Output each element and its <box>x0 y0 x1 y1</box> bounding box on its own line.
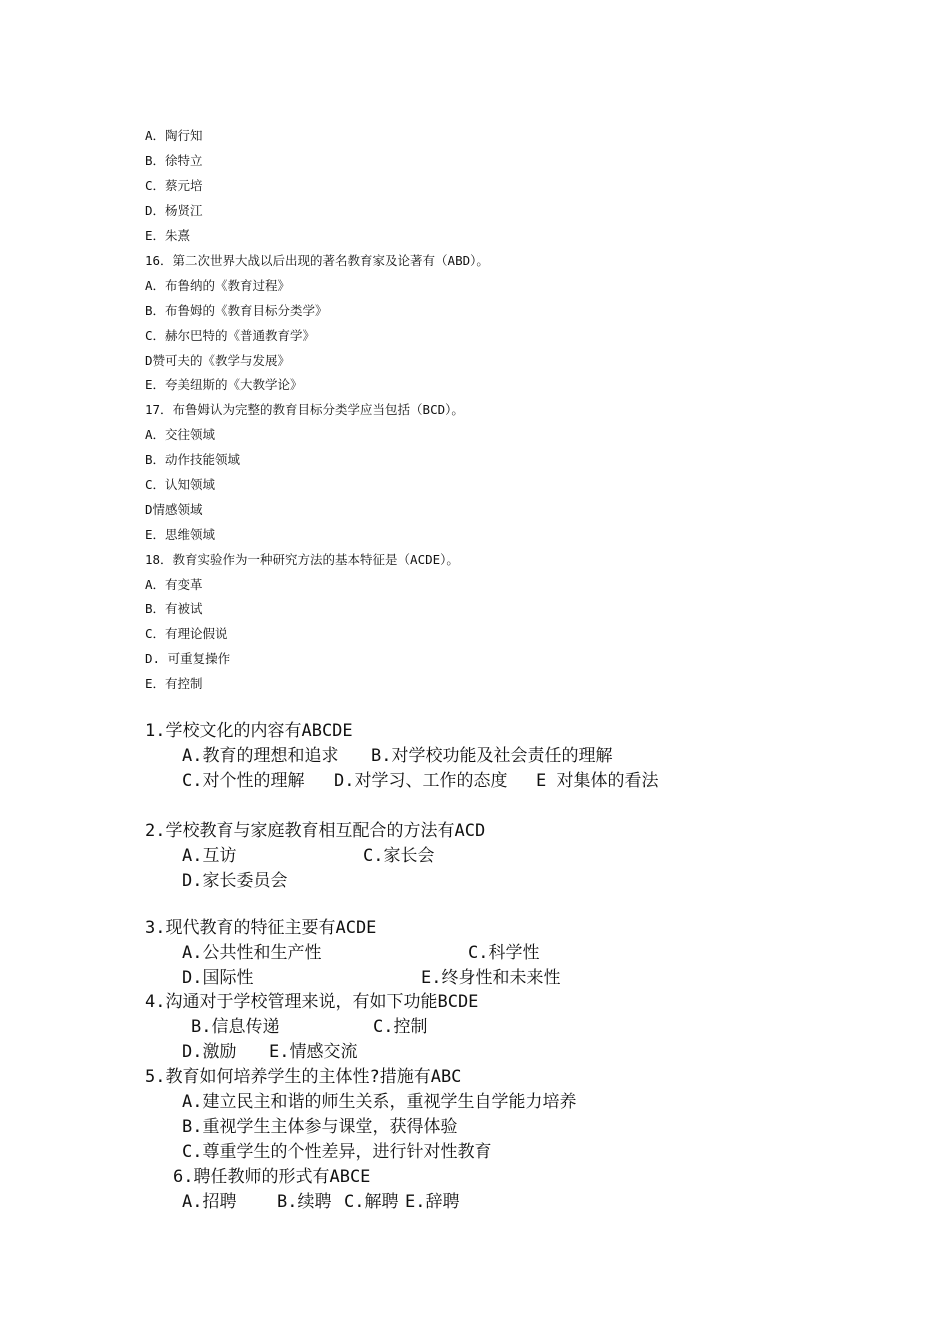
q16-question: 16．第二次世界大战以后出现的著名教育家及论著有（ABD）。 <box>145 253 489 268</box>
q16-option-d: D赞可夫的《教学与发展》 <box>145 353 291 368</box>
q4-option-c: C.控制 <box>373 1017 428 1037</box>
q15-option-b: B．徐特立 <box>145 153 203 168</box>
q17-option-d: D情感领域 <box>145 502 203 517</box>
q3-question: 3.现代教育的特征主要有ACDE <box>145 918 377 938</box>
q15-option-e: E．朱熹 <box>145 228 191 243</box>
q1-option-b: B.对学校功能及社会责任的理解 <box>371 746 613 766</box>
q16-option-c: C．赫尔巴特的《普通教育学》 <box>145 328 316 343</box>
q6-question: 6.聘任教师的形式有ABCE <box>173 1167 371 1187</box>
q2-option-c: C.家长会 <box>363 846 435 866</box>
q15-option-d: D．杨贤江 <box>145 203 203 218</box>
q5-option-c: C.尊重学生的个性差异，进行针对性教育 <box>182 1142 492 1162</box>
q15-option-c: C．蔡元培 <box>145 178 203 193</box>
q3-option-a: A.公共性和生产性 <box>182 943 322 963</box>
q16-option-a: A．布鲁纳的《教育过程》 <box>145 278 291 293</box>
q15-option-a: A．陶行知 <box>145 128 203 143</box>
q18-option-e: E．有控制 <box>145 676 203 691</box>
q17-option-e: E．思维领域 <box>145 527 216 542</box>
q17-option-c: C．认知领域 <box>145 477 216 492</box>
q17-option-b: B．动作技能领域 <box>145 452 241 467</box>
q1-option-a: A.教育的理想和追求 <box>182 746 339 766</box>
q4-option-b: B.信息传递 <box>191 1017 280 1037</box>
q4-question: 4.沟通对于学校管理来说，有如下功能BCDE <box>145 992 479 1012</box>
q17-option-a: A．交往领域 <box>145 427 216 442</box>
q2-question: 2.学校教育与家庭教育相互配合的方法有ACD <box>145 821 486 841</box>
q2-option-a: A.互访 <box>182 846 237 866</box>
q6-option-c: C.解聘 <box>344 1192 399 1212</box>
q17-question: 17．布鲁姆认为完整的教育目标分类学应当包括（BCD）。 <box>145 402 464 417</box>
q1-question: 1.学校文化的内容有ABCDE <box>145 721 353 741</box>
q18-option-b: B．有被试 <box>145 601 203 616</box>
q3-option-d: D.国际性 <box>182 968 254 988</box>
q18-question: 18．教育实验作为一种研究方法的基本特征是（ACDE）。 <box>145 552 459 567</box>
q1-option-e: E 对集体的看法 <box>536 771 659 791</box>
q5-option-a: A.建立民主和谐的师生关系，重视学生自学能力培养 <box>182 1092 577 1112</box>
q16-option-b: B．布鲁姆的《教育目标分类学》 <box>145 303 328 318</box>
q6-option-b: B.续聘 <box>277 1192 332 1212</box>
q4-option-e: E.情感交流 <box>269 1042 358 1062</box>
q3-option-e: E.终身性和未来性 <box>421 968 561 988</box>
q1-option-d: D.对学习、工作的态度 <box>334 771 508 791</box>
q6-option-a: A.招聘 <box>182 1192 237 1212</box>
q5-question: 5.教育如何培养学生的主体性?措施有ABC <box>145 1067 462 1087</box>
q18-option-c: C．有理论假说 <box>145 626 228 641</box>
q18-option-a: A．有变革 <box>145 577 203 592</box>
q1-option-c: C.对个性的理解 <box>182 771 305 791</box>
q3-option-c: C.科学性 <box>468 943 540 963</box>
q4-option-d: D.激励 <box>182 1042 237 1062</box>
q18-option-d: D. 可重复操作 <box>145 651 231 666</box>
q6-option-e: E.辞聘 <box>405 1192 460 1212</box>
q2-option-d: D.家长委员会 <box>182 871 288 891</box>
q5-option-b: B.重视学生主体参与课堂，获得体验 <box>182 1117 458 1137</box>
q16-option-e: E．夸美纽斯的《大教学论》 <box>145 377 303 392</box>
